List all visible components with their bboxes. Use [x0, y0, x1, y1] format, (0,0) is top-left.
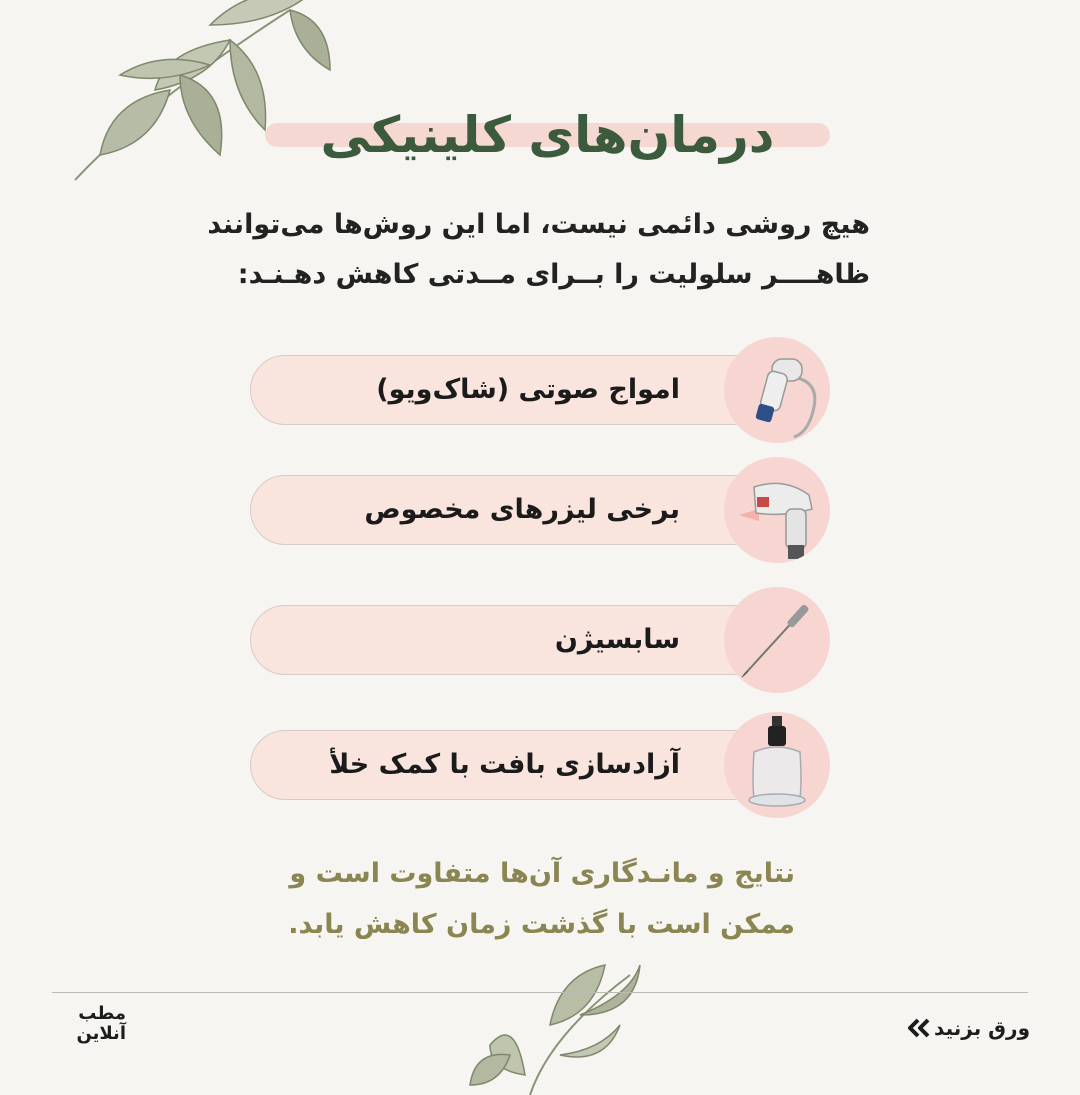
treatment-label: سابسیژن [554, 624, 680, 655]
brand-logo [56, 1004, 126, 1044]
laser-device-icon [724, 457, 830, 563]
swipe-label: ورق بزنید [934, 1016, 1030, 1040]
intro-line-1: هیچ روشی دائمی نیست، اما این روش‌ها می‌توانند [207, 209, 870, 240]
logo-line-2: آنلاین [76, 1023, 126, 1044]
outro-line-2: ممکن است با گذشت زمان کاهش یابد. [288, 909, 795, 940]
treatment-item-subcision [250, 585, 830, 695]
leaves-decoration-bottom [430, 955, 660, 1095]
logo-line-1: مطب [78, 1003, 126, 1024]
treatment-item-vacuum [250, 710, 830, 820]
footer-divider [52, 992, 1028, 993]
shockwave-device-icon [724, 337, 830, 443]
needle-icon [724, 587, 830, 693]
title-block [265, 95, 830, 175]
vacuum-cup-icon [724, 712, 830, 818]
treatment-item-laser [250, 455, 830, 565]
treatment-label: امواج صوتی (شاک‌ویو) [376, 374, 680, 405]
outro-text [240, 848, 795, 950]
treatment-item-shockwave [250, 335, 830, 445]
intro-text [190, 200, 870, 300]
treatment-label: برخی لیزرهای مخصوص [364, 494, 680, 525]
swipe-button[interactable] [904, 1010, 1030, 1046]
outro-line-1: نتایج و مانـدگاری آن‌ها متفاوت است و [289, 858, 795, 889]
double-chevron-icon [904, 1018, 930, 1038]
page-title: درمان‌های کلینیکی [320, 106, 775, 164]
treatment-pill [250, 605, 770, 675]
treatment-label: آزادسازی بافت با کمک خلأ [329, 749, 680, 780]
intro-line-2: ظاهــــر سلولیت را بــرای مــدتی کاهش دهـنـد: [237, 259, 870, 290]
